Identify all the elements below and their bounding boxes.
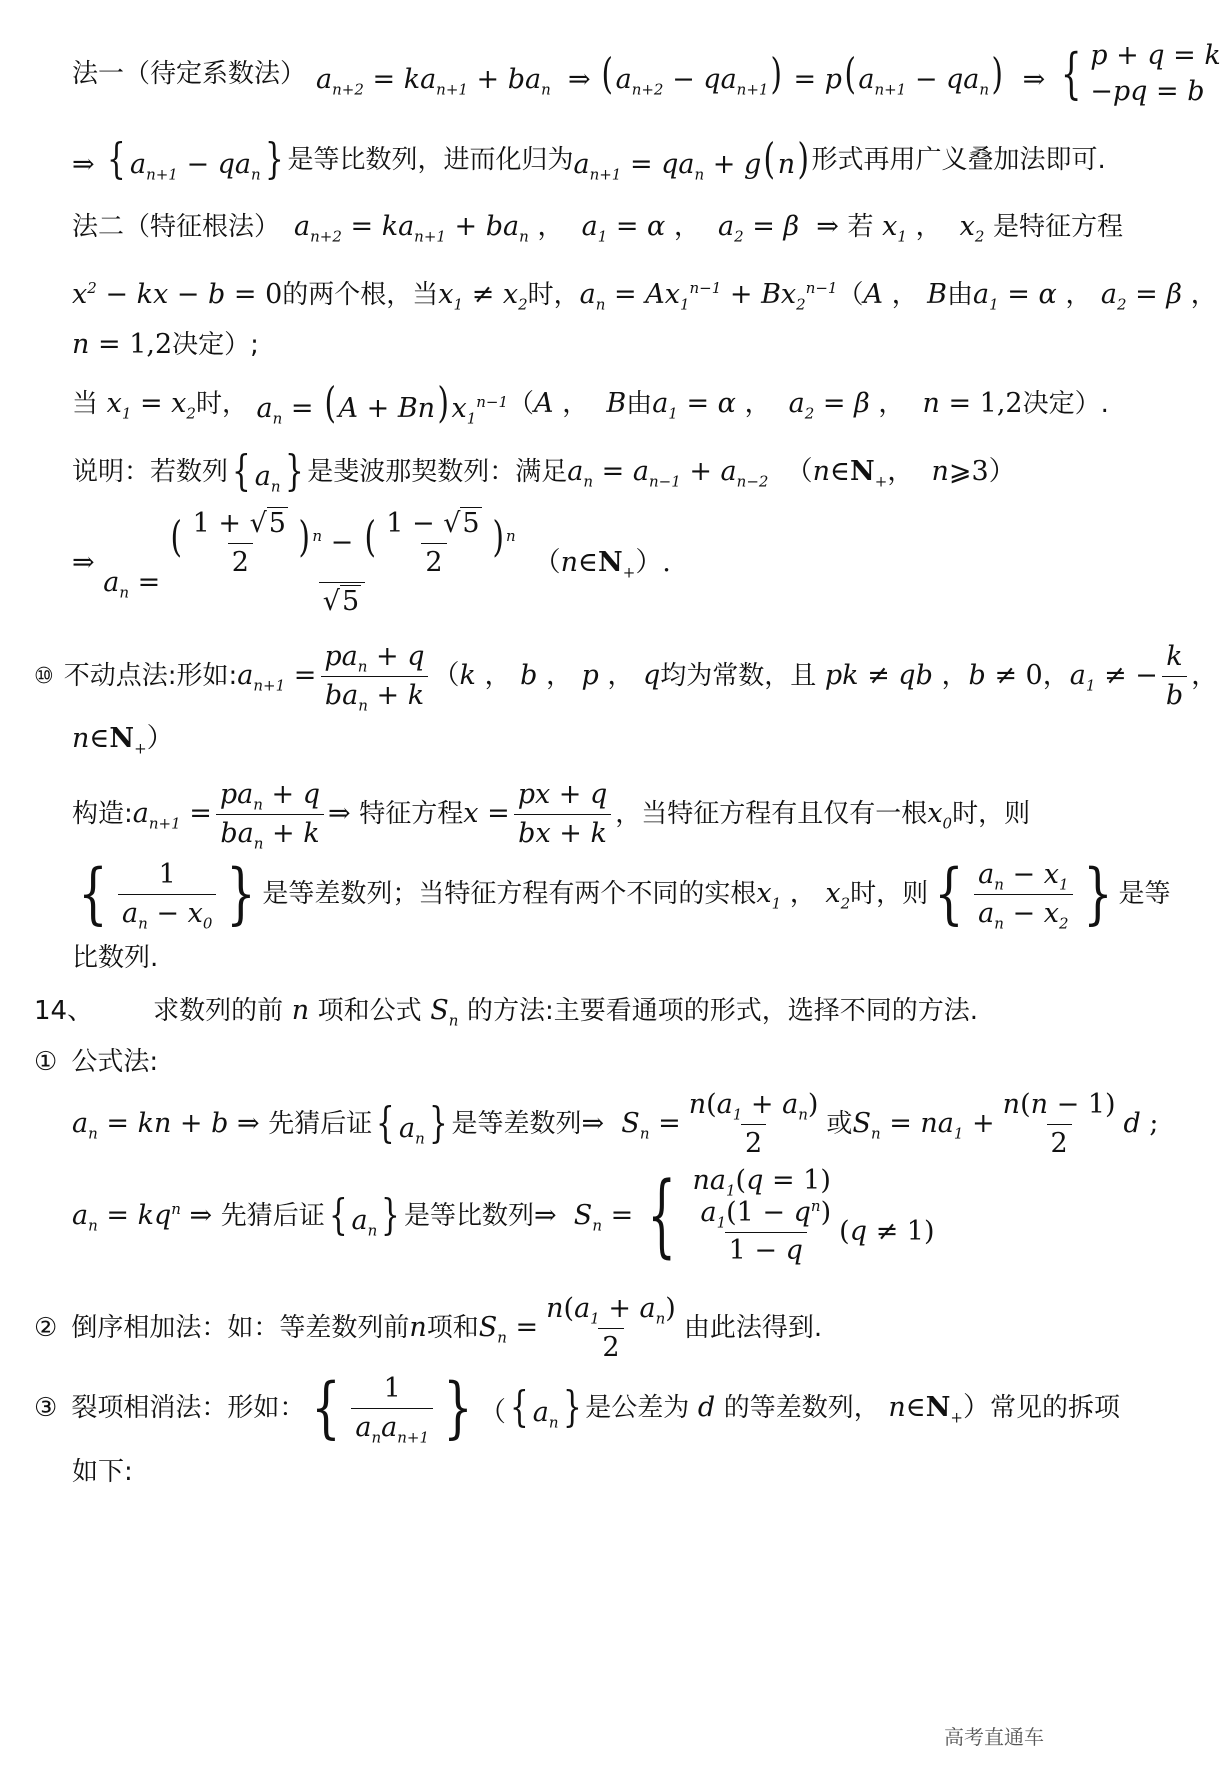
sequence-type-line: { $\frac{1}{a_n - x_0}$ } 是等差数列；当特征方程有两个不同的实根 $x_1$ ， $x_2$ 时，则 { $\frac{a_n - x_1}{a_n - x_2}$ } 是等: [78, 855, 1171, 933]
coefficient-system: p + q = k −pq = b: [1090, 40, 1221, 108]
fibonacci-note-line: 说明：若数列 { $a_n$} 是斐波那契数列：满足 $a_n = a_{n-1} + a_{n-2}$ （$n\in N_+$， n⩾3）: [72, 446, 1016, 496]
fixed-point-domain-line: $n\in N_+$）: [72, 723, 174, 758]
watermark: 高考直通车: [944, 1725, 1044, 1749]
reverse-addition-line: ② 倒序相加法：如：等差数列前 n 项和 $S_n$ = $\frac{n(a_1 + a_n)}{2}$ 由此法得到.: [34, 1293, 823, 1363]
method-one-label: 法一（待定系数法）: [72, 59, 307, 90]
binet-formula-line: ⇒ $a_n$ = ( $\frac{1 + √5}{2}$ ) $^n$ − ( $\frac{1 - √5}{2}$ ) $^n$ √5 $(n\in N_+)$.: [72, 508, 671, 617]
formula-method-heading: ① 公式法:: [34, 1047, 159, 1077]
telescoping-line: ③ 裂项相消法：形如： { $\frac{1}{a_na_{n+1}}$ } （{ $a_n$} 是公差为 d 的等差数列， $n\in N_+$） 常见的拆项: [34, 1369, 1120, 1447]
geometric-sum-line: $a_n = kq^n$ ⇒ 先猜后证 { $a_n$} 是等比数列 ⇒ $S_n$ = { $na_1(q = 1)$ $\frac{a_1(1 - q^n)}{1 - q}$ (q ≠ 1): [72, 1163, 935, 1268]
sequence-type-end-line: 比数列.: [72, 943, 159, 973]
telescoping-end-line: 如下:: [72, 1457, 133, 1487]
construction-line: 构造: $a_{n+1}$ = $\frac{pa_n + q}{ba_n + k}$ ⇒ 特征方程 x = $\frac{px + q}{bx + k}$ ，当特征方程有且仅有一根 $x_0$ 时，则: [72, 779, 1031, 853]
arithmetic-sum-line: $a_n$ = kn + b ⇒ 先猜后证 { $a_n$} 是等差数列 ⇒ $S_n$ = $\frac{n(a_1 + a_n)}{2}$ 或 $S_n = na_1$ + $\frac{n(n - 1)}{2}$ d ;: [72, 1089, 1159, 1159]
method-one-formula: $a_{n+2} = ka_{n+1} + ba_n$ ⇒ $(a_{n+2} - qa_{n+1}) = p(a_{n+1} - qa_n)$ ⇒: [316, 48, 1054, 98]
fixed-point-line: ⑩ 不动点法:形如: $a_{n+1}$ = $\frac{pa_n + q}{ba_n + k}$ （k ， b ， p ， q 均为常数，且 pk ≠ qb ，b ≠ 0，$a_1$ ≠ − $\frac{k}{b}$ ，: [34, 641, 1219, 715]
method-two-line: 法二（特征根法） $a_{n+2} = ka_{n+1} + ba_n$ ， $a_1 = \alpha$ ， $a_2 = \beta$ ⇒ 若 $x_1$ ， $x_2$ 是特征方程: [72, 211, 1124, 246]
characteristic-root-line: $x^2$ − kx − b = 0 的两个根，当 $x_1 \ne x_2$ 时， $a_n = Ax_1^{n-1} + Bx_2^{n-1}$ （ A ， B 由 $a_1 = \alpha$ ， $a_2 = \beta$ ，: [72, 279, 1218, 314]
geometric-reduction-line: ⇒ { $a_{n+1} - qa_n$} 是等比数列，进而化归为 $a_{n+1} = qa_n + g(n)$ 形式再用广义叠加法即可.: [72, 134, 1106, 184]
section-14-heading: 14、 求数列的前 n 项和公式 $S_n$ 的方法:主要看通项的形式，选择不同的方法.: [34, 995, 979, 1030]
method-one-line: [72, 38, 1221, 111]
system-brace: {: [1060, 42, 1082, 106]
repeated-root-line: 当 $x_1 = x_2$ 时， $a_n = (A + Bn)x_1^{n-1}$ （ A ， B 由 $a_1 = \alpha$ ， $a_2 = \beta$ ， n = 1,2 决定）.: [72, 378, 1109, 428]
binet-fraction: ( $\frac{1 + √5}{2}$ ) $^n$ − ( $\frac{1 - √5}{2}$ ) $^n$ √5: [170, 508, 516, 617]
index-line: n = 1,2 决定）;: [72, 329, 259, 360]
